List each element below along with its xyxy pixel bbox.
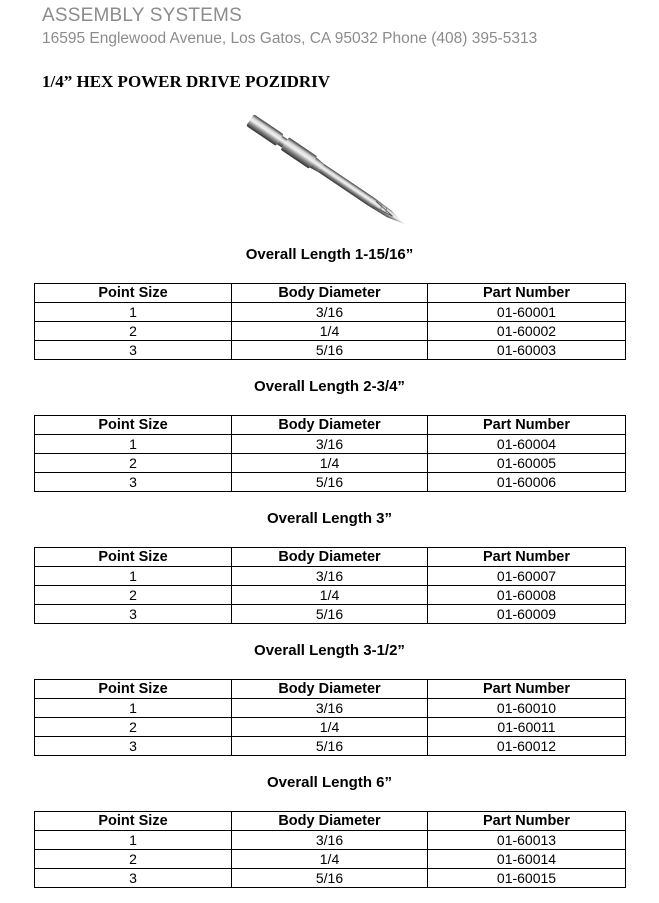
point-size-cell: 1 xyxy=(35,699,232,718)
section-title-length-3: Overall Length 3” xyxy=(266,510,393,527)
table-row xyxy=(35,586,626,605)
section-title-length-1: Overall Length 1-15/16” xyxy=(245,246,414,263)
spec-table-length-1 xyxy=(34,283,626,360)
body-diameter-cell: 3/16 xyxy=(232,567,428,586)
body-diameter-cell: 3/16 xyxy=(232,831,428,850)
table-row xyxy=(35,850,626,869)
company-name: ASSEMBLY SYSTEMS xyxy=(42,5,242,26)
table-row xyxy=(35,303,626,322)
point-size-cell: 2 xyxy=(35,454,232,473)
body-diameter-cell: 3/16 xyxy=(232,699,428,718)
spec-table-length-4 xyxy=(34,679,626,756)
part-number-cell: 01-60005 xyxy=(428,454,626,473)
page-title: 1/4” HEX POWER DRIVE POZIDRIV xyxy=(42,72,331,91)
body-diameter-cell: 3/16 xyxy=(232,303,428,322)
part-number-cell: 01-60015 xyxy=(428,869,626,888)
point-size-cell: 1 xyxy=(35,303,232,322)
table-row xyxy=(35,605,626,624)
table-header-row xyxy=(35,812,626,831)
table-row xyxy=(35,341,626,360)
table-row xyxy=(35,737,626,756)
table-row xyxy=(35,831,626,850)
point-size-cell: 1 xyxy=(35,567,232,586)
column-header-body-diameter: Body Diameter xyxy=(232,284,428,303)
section-title-length-4: Overall Length 3-1/2” xyxy=(254,642,405,659)
column-header-point-size: Point Size xyxy=(35,548,232,567)
table-row xyxy=(35,718,626,737)
part-number-cell: 01-60010 xyxy=(428,699,626,718)
column-header-body-diameter: Body Diameter xyxy=(232,680,428,699)
column-header-point-size: Point Size xyxy=(35,812,232,831)
point-size-cell: 3 xyxy=(35,869,232,888)
body-diameter-cell: 1/4 xyxy=(232,322,428,341)
point-size-cell: 1 xyxy=(35,831,232,850)
spec-table-length-3 xyxy=(34,547,626,624)
column-header-body-diameter: Body Diameter xyxy=(232,548,428,567)
body-diameter-cell: 1/4 xyxy=(232,850,428,869)
body-diameter-cell: 1/4 xyxy=(232,586,428,605)
column-header-part-number: Part Number xyxy=(428,812,626,831)
point-size-cell: 2 xyxy=(35,586,232,605)
table-header-row xyxy=(35,680,626,699)
column-header-part-number: Part Number xyxy=(428,548,626,567)
table-row xyxy=(35,435,626,454)
part-number-cell: 01-60008 xyxy=(428,586,626,605)
table-header-row xyxy=(35,548,626,567)
body-diameter-cell: 5/16 xyxy=(232,473,428,492)
body-diameter-cell: 5/16 xyxy=(232,737,428,756)
point-size-cell: 3 xyxy=(35,341,232,360)
table-row xyxy=(35,473,626,492)
body-diameter-cell: 3/16 xyxy=(232,435,428,454)
spec-table-length-2 xyxy=(34,415,626,492)
point-size-cell: 3 xyxy=(35,737,232,756)
table-row xyxy=(35,322,626,341)
part-number-cell: 01-60006 xyxy=(428,473,626,492)
body-diameter-cell: 5/16 xyxy=(232,869,428,888)
table-header-row xyxy=(35,416,626,435)
table-header-row xyxy=(35,284,626,303)
point-size-cell: 2 xyxy=(35,322,232,341)
part-number-cell: 01-60003 xyxy=(428,341,626,360)
part-number-cell: 01-60007 xyxy=(428,567,626,586)
part-number-cell: 01-60013 xyxy=(428,831,626,850)
point-size-cell: 1 xyxy=(35,435,232,454)
body-diameter-cell: 1/4 xyxy=(232,454,428,473)
column-header-point-size: Point Size xyxy=(35,284,232,303)
point-size-cell: 3 xyxy=(35,473,232,492)
column-header-body-diameter: Body Diameter xyxy=(232,416,428,435)
column-header-part-number: Part Number xyxy=(428,284,626,303)
point-size-cell: 2 xyxy=(35,850,232,869)
section-title-length-2: Overall Length 2-3/4” xyxy=(254,378,405,395)
column-header-point-size: Point Size xyxy=(35,416,232,435)
company-address: 16595 Englewood Avenue, Los Gatos, CA 95032 Phone (408) 395-5313 xyxy=(42,30,538,47)
body-diameter-cell: 1/4 xyxy=(232,718,428,737)
table-row xyxy=(35,699,626,718)
part-number-cell: 01-60011 xyxy=(428,718,626,737)
section-title-length-5: Overall Length 6” xyxy=(266,774,393,791)
part-number-cell: 01-60012 xyxy=(428,737,626,756)
body-diameter-cell: 5/16 xyxy=(232,341,428,360)
part-number-cell: 01-60009 xyxy=(428,605,626,624)
part-number-cell: 01-60002 xyxy=(428,322,626,341)
point-size-cell: 3 xyxy=(35,605,232,624)
part-number-cell: 01-60001 xyxy=(428,303,626,322)
point-size-cell: 2 xyxy=(35,718,232,737)
table-row xyxy=(35,869,626,888)
table-row xyxy=(35,567,626,586)
table-row xyxy=(35,454,626,473)
column-header-body-diameter: Body Diameter xyxy=(232,812,428,831)
spec-table-length-5 xyxy=(34,811,626,888)
hex-shank-pozidriv-bit-image xyxy=(236,106,426,230)
part-number-cell: 01-60004 xyxy=(428,435,626,454)
part-number-cell: 01-60014 xyxy=(428,850,626,869)
column-header-point-size: Point Size xyxy=(35,680,232,699)
body-diameter-cell: 5/16 xyxy=(232,605,428,624)
column-header-part-number: Part Number xyxy=(428,416,626,435)
column-header-part-number: Part Number xyxy=(428,680,626,699)
